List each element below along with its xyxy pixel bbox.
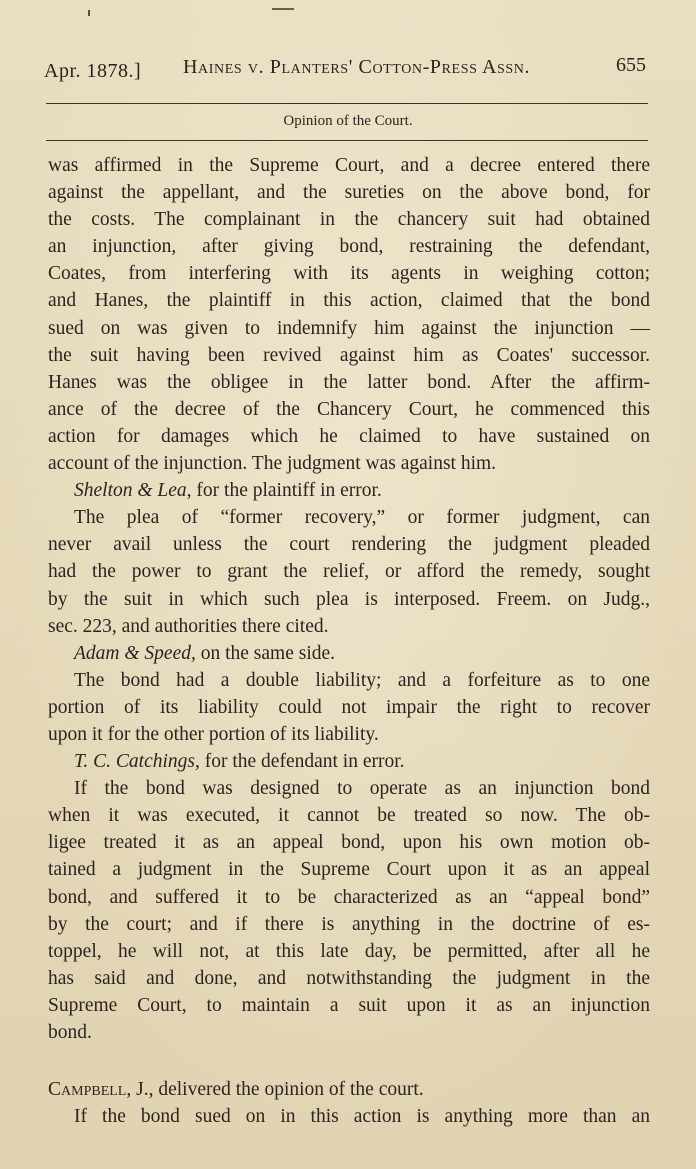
text-line: toppel, he will not, at this late day, be permitted, after all he xyxy=(48,940,650,962)
text-line: was affirmed in the Supreme Court, and a decree entered there xyxy=(48,155,650,176)
header-rule xyxy=(46,140,648,141)
text-line: action for damages which he claimed to have sustained on xyxy=(48,425,650,447)
text-line: sec. 223, and authorities there cited. xyxy=(48,615,329,637)
counsel-line xyxy=(48,640,650,667)
running-head-title: Haines v. Planters' Cotton-Press Assn. xyxy=(183,56,531,78)
text-line: when it was executed, it cannot be treated so now. The ob- xyxy=(48,805,650,827)
text-line: If the bond was designed to operate as an injunction bond xyxy=(74,778,650,800)
counsel-line xyxy=(48,477,650,504)
counsel-line xyxy=(48,748,650,775)
counsel-role: for the plaintiff in error. xyxy=(191,480,382,502)
text-line: had the power to grant the relief, or afford the remedy, sought xyxy=(48,561,650,583)
text-line: upon it for the other portion of its liability. xyxy=(48,723,379,745)
text-line: Hanes was the obligee in the latter bond. After the affirm- xyxy=(48,371,650,393)
text-line: Supreme Court, to maintain a suit upon it as an injunction xyxy=(48,994,650,1016)
text-line: against the appellant, and the sureties on the above bond, for xyxy=(48,182,650,204)
paragraph-gap xyxy=(48,1046,650,1076)
paragraph xyxy=(48,152,650,477)
text-line: never avail unless the court rendering the judgment pleaded xyxy=(48,534,650,556)
text-line: bond. xyxy=(48,1022,92,1043)
text-line: the suit having been revived against him as Coates' successor. xyxy=(48,344,650,366)
text-line: by the court; and if there is anything in the doctrine of es- xyxy=(48,913,650,935)
text-line: The plea of “former recovery,” or former judgment, can xyxy=(74,507,650,529)
running-head xyxy=(44,54,648,88)
text-line: Coates, from interfering with its agents in weighing cotton; xyxy=(48,263,650,285)
running-head-date: Apr. 1878.] xyxy=(44,60,142,82)
print-mark xyxy=(88,10,90,16)
text-line: sued on was given to indemnify him against the injunction — xyxy=(48,317,650,339)
text-line: ance of the decree of the Chancery Court, he commenced this xyxy=(48,398,650,420)
paragraph xyxy=(48,504,650,639)
counsel-name: Shelton & Lea, xyxy=(74,480,192,502)
opinion-author-rest: , J., delivered the opinion of the court. xyxy=(126,1079,424,1101)
body-text xyxy=(48,152,650,1130)
text-line: bond, and suffered it to be characterized as an “appeal bond” xyxy=(48,886,650,908)
text-line: and Hanes, the plaintiff in this action, claimed that the bond xyxy=(48,290,650,312)
judge-name: Campbell xyxy=(48,1079,127,1101)
text-line: If the bond sued on in this action is anything more than an xyxy=(74,1106,650,1128)
opinion-author-line xyxy=(48,1076,650,1103)
counsel-name: T. C. Catchings, xyxy=(74,751,200,773)
text-line: The bond had a double liability; and a forfeiture as to one xyxy=(74,669,650,691)
print-mark xyxy=(272,8,294,10)
text-line: ligee treated it as an appeal bond, upon his own motion ob- xyxy=(48,832,650,854)
text-line: portion of its liability could not impair the right to recover xyxy=(48,696,650,718)
text-line: by the suit in which such plea is interposed. Freem. on Judg., xyxy=(48,588,650,610)
text-line: an injunction, after giving bond, restraining the defendant, xyxy=(48,236,650,258)
header-rule xyxy=(46,103,648,104)
paragraph xyxy=(48,1103,650,1130)
text-line: the costs. The complainant in the chancery suit had obtained xyxy=(48,209,650,231)
counsel-role: for the defendant in error. xyxy=(199,751,405,773)
counsel-name: Adam & Speed, xyxy=(74,642,196,664)
text-line: has said and done, and notwithstanding the judgment in the xyxy=(48,967,650,989)
section-heading: Opinion of the Court. xyxy=(283,113,413,129)
text-line: account of the injunction. The judgment was against him. xyxy=(48,453,497,475)
paragraph xyxy=(48,775,650,1046)
counsel-role: on the same side. xyxy=(195,642,336,664)
text-line: tained a judgment in the Supreme Court upon it as an appeal xyxy=(48,859,650,881)
page-number: 655 xyxy=(616,54,646,76)
paragraph xyxy=(48,667,650,748)
